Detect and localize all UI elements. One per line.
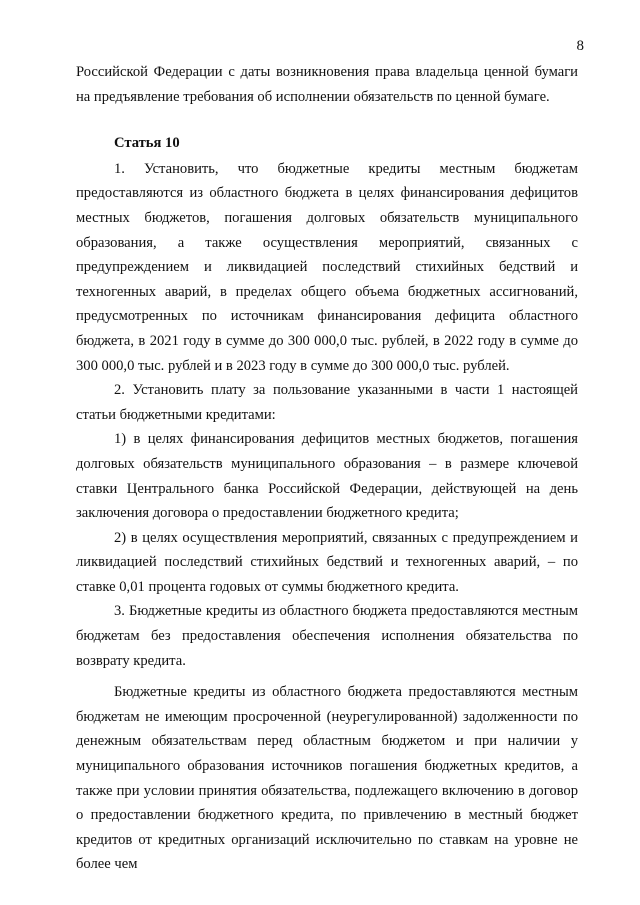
paragraph-2-item-1: 1) в целях финансирования дефицитов местных бюджетов, погашения долговых обязательств муниципального образования – в размере ключевой ставки Центрального банка Российской Федерации, действующей на день заключения договора о предоставлении бюджетного кредита;: [76, 431, 578, 522]
page-number: 8: [576, 38, 584, 54]
paragraph-2: 2. Установить плату за пользование указанными в части 1 настоящей статьи бюджетными кредитами:: [76, 382, 578, 423]
paragraph-2-item-2: 2) в целях осуществления мероприятий, связанных с предупреждением и ликвидацией последствий стихийных бедствий и техногенных аварий, – по ставке 0,01 процента годовых от суммы бюджетного кредита.: [76, 529, 578, 595]
paragraph-1: 1. Установить, что бюджетные кредиты местным бюджетам предоставляются из областного бюджета в целях финансирования дефицитов местных бюджетов, погашения долговых обязательств муниципального образования, а также осуществления мероприятий, связанных с предупреждением и ликвидацией последствий стихийных бедствий и техногенных аварий, в пределах общего объема бюджетных ассигнований, предусмотренных по источникам финансирования дефицита областного бюджета, в 2021 году в сумме до 300 000,0 тыс. рублей, в 2022 году в сумме до 300 000,0 тыс. рублей и в 2023 году в сумме до 300 000,0 тыс. рублей.: [76, 160, 578, 374]
article-title: Статья 10: [114, 135, 180, 152]
paragraph-3: 3. Бюджетные кредиты из областного бюджета предоставляются местным бюджетам без предоставления обеспечения исполнения обязательства по возврату кредита.: [76, 603, 578, 669]
continuation-paragraph: Российской Федерации с даты возникновения права владельца ценной бумаги на предъявление требования об исполнении обязательств по ценной бумаге.: [76, 64, 578, 105]
document-body: [76, 60, 578, 877]
paragraph-4: Бюджетные кредиты из областного бюджета предоставляются местным бюджетам не имеющим просроченной (неурегулированной) задолженности по денежным обязательствам перед областным бюджетом и при наличии у муниципального образования источников погашения бюджетных кредитов, а также при условии принятия обязательства, подлежащего включению в договор о предоставлении бюджетного кредита, по привлечению в местный бюджет кредитов от кредитных организаций исключительно по ставкам на уровне не более чем: [76, 684, 578, 873]
